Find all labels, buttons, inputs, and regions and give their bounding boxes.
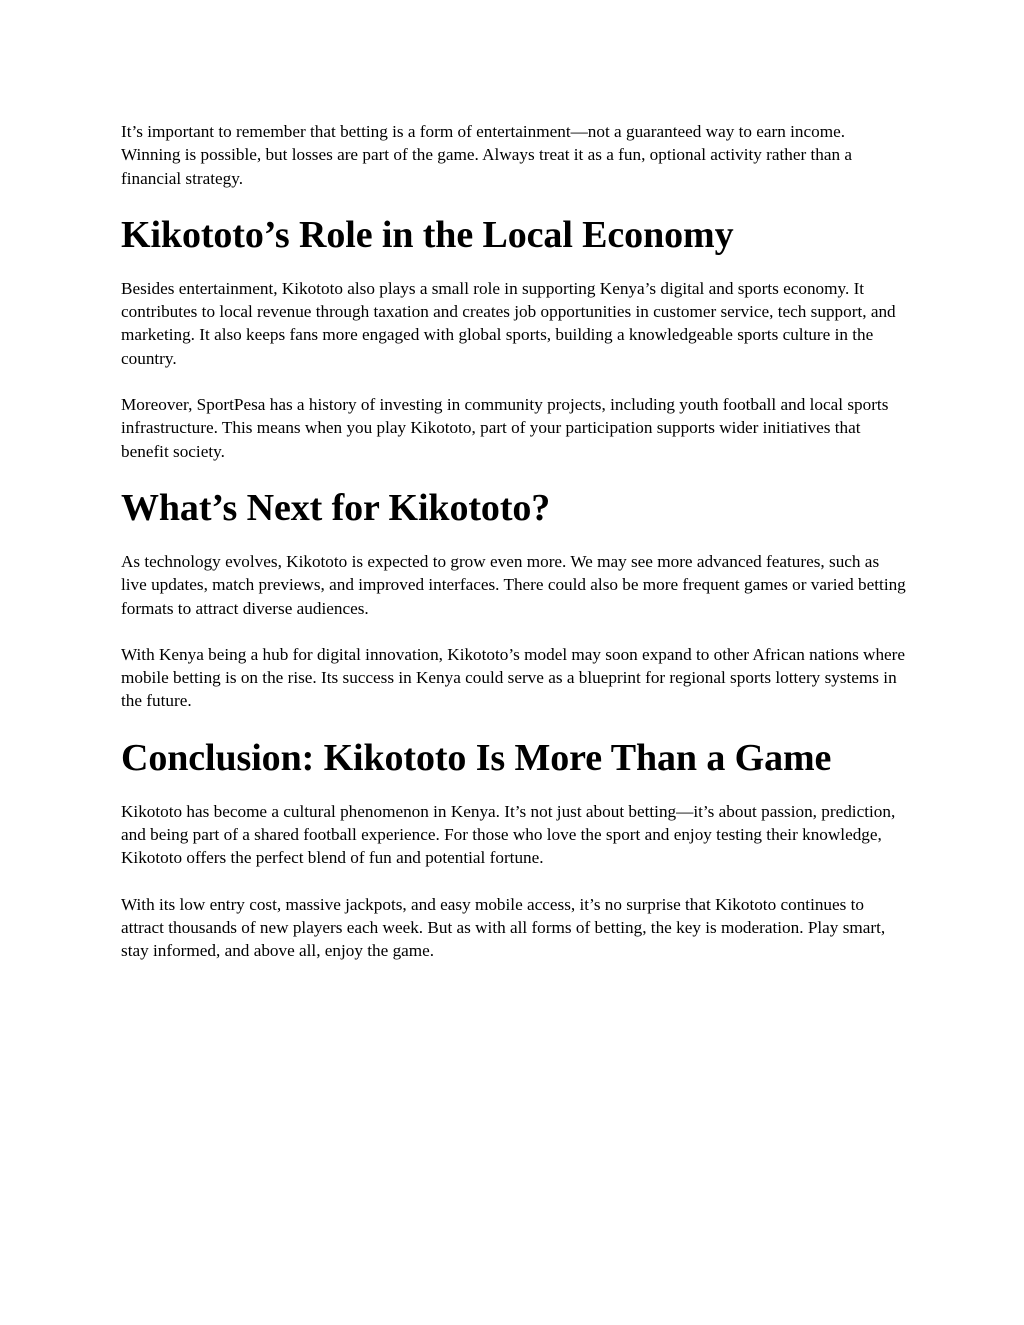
section-local-economy <box>121 213 906 463</box>
section-conclusion <box>121 736 906 963</box>
intro-paragraph: It’s important to remember that betting is a form of entertainment—not a guaranteed way to earn income. Winning is possible, but losses are part of the game. Always treat it as a fun, optional activity rather than a financial strategy. <box>121 122 853 188</box>
section-paragraph: With its low entry cost, massive jackpots, and easy mobile access, it’s no surprise that Kikototo continues to attract thousands of new players each week. But as with all forms of betting, the key is moderation. Play smart, stay informed, and above all, enjoy the game. <box>121 894 886 961</box>
section-paragraph: Moreover, SportPesa has a history of investing in community projects, including youth football and local sports infrastructure. This means when you play Kikototo, part of your participation supports wider initiatives that benefit society. <box>121 395 889 461</box>
section-paragraph: With Kenya being a hub for digital innovation, Kikototo’s model may soon expand to other African nations where mobile betting is on the rise. Its success in Kenya could serve as a blueprint for regional sports lottery systems in the future. <box>121 644 906 711</box>
section-paragraph: Besides entertainment, Kikototo also plays a small role in supporting Kenya’s digital and sports economy. It contributes to local revenue through taxation and creates job opportunities in customer service, tech support, and marketing. It also keeps fans more engaged with global sports, building a knowledgeable sports culture in the country. <box>121 278 896 368</box>
document-page <box>121 120 906 986</box>
section-heading: What’s Next for Kikototo? <box>121 486 551 529</box>
section-paragraph: Kikototo has become a cultural phenomenon in Kenya. It’s not just about betting—it’s about passion, prediction, and being part of a shared football experience. For those who love the sport and enjoy testing their knowledge, Kikototo offers the perfect blend of fun and potential fortune. <box>121 801 896 868</box>
section-paragraph: As technology evolves, Kikototo is expected to grow even more. We may see more advanced features, such as live updates, match previews, and improved interfaces. There could also be more frequent games or varied betting formats to attract diverse audiences. <box>121 551 906 618</box>
section-whats-next <box>121 486 906 713</box>
section-heading: Conclusion: Kikototo Is More Than a Game <box>121 736 832 779</box>
section-heading: Kikototo’s Role in the Local Economy <box>121 213 734 256</box>
